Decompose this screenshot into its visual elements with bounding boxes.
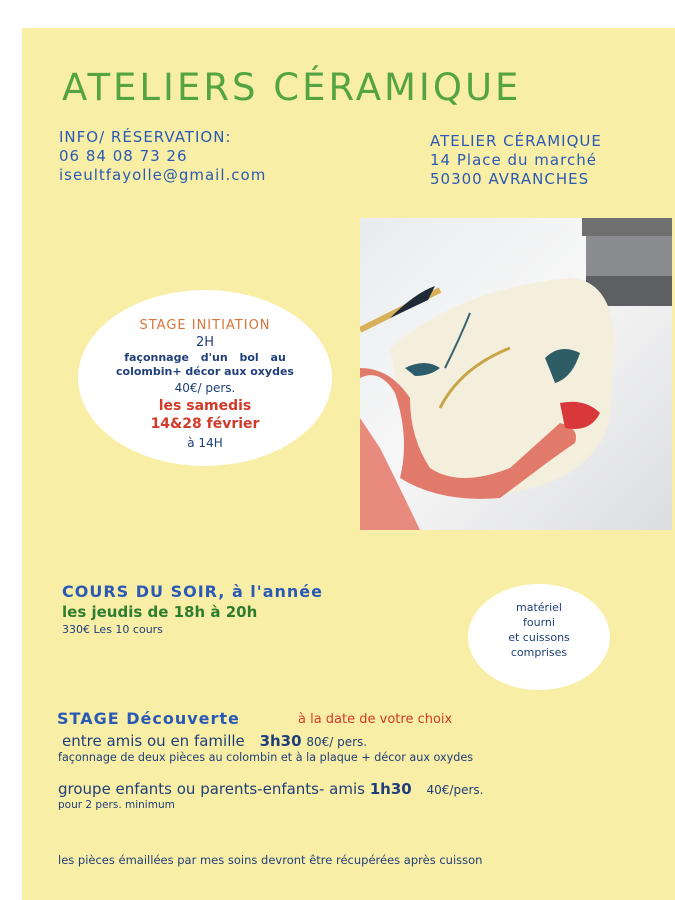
stage-decouverte-group-duration: 1h30 — [369, 780, 412, 798]
wheel-top — [582, 218, 672, 236]
cours-du-soir-schedule: les jeudis de 18h à 20h — [62, 603, 258, 621]
stage-decouverte-line1-text: entre amis ou en famille — [62, 732, 245, 750]
ceramic-bowl-illustration — [360, 218, 672, 530]
stage-decouverte-line1-price: 80€/ pers. — [306, 735, 368, 749]
stage-decouverte-line1-duration: 3h30 — [259, 732, 302, 750]
stage-initiation-time: à 14H — [187, 436, 223, 450]
page-title: ATELIERS CÉRAMIQUE — [62, 66, 522, 109]
cours-du-soir-price: 330€ Les 10 cours — [62, 623, 163, 636]
stage-initiation-bubble — [78, 290, 332, 466]
stage-decouverte-group-text: groupe enfants ou parents-enfants- amis — [58, 780, 365, 798]
ceramic-bowl-photo — [360, 218, 672, 530]
info-heading: INFO/ RÉSERVATION: — [59, 128, 232, 146]
address-block — [430, 132, 602, 189]
stage-initiation-heading: STAGE INITIATION — [139, 318, 271, 333]
stage-decouverte-line2: façonnage de deux pièces au colombin et à la plaque + décor aux oxydes — [58, 751, 474, 764]
stage-initiation-price: 40€/ pers. — [174, 381, 236, 395]
materiel-text — [468, 600, 610, 660]
stage-decouverte-note: à la date de votre choix — [298, 712, 453, 727]
brush-tip — [390, 286, 435, 318]
address-city: 50300 AVRANCHES — [430, 170, 590, 188]
stage-initiation-days-1: les samedis — [158, 398, 252, 414]
materiel-line-1: matériel — [516, 601, 562, 614]
info-phone: 06 84 08 73 26 — [59, 147, 188, 165]
materiel-line-4: comprises — [510, 646, 568, 659]
stage-initiation-days-2: 14&28 février — [150, 416, 260, 432]
info-block — [59, 128, 266, 185]
materiel-line-3: et cuissons — [508, 631, 570, 644]
stage-decouverte-line1 — [62, 732, 367, 750]
stage-decouverte-heading: STAGE Découverte — [57, 709, 240, 728]
stage-decouverte-group — [58, 780, 483, 798]
wheel-side — [586, 236, 672, 276]
materiel-line-2: fourni — [523, 616, 555, 629]
stage-initiation-description-2: colombin+ décor aux oxydes — [116, 365, 294, 378]
address-street: 14 Place du marché — [430, 151, 597, 169]
stage-decouverte-group-price: 40€/pers. — [426, 783, 484, 797]
cours-du-soir-heading: COURS DU SOIR, à l'année — [62, 582, 323, 601]
footer-note: les pièces émaillées par mes soins devront être récupérées après cuisson — [58, 853, 483, 867]
stage-decouverte-minimum: pour 2 pers. minimum — [58, 799, 175, 811]
stage-initiation-description-1: façonnage d'un bol au — [124, 351, 286, 364]
stage-initiation-duration: 2H — [195, 335, 215, 350]
materiel-bubble — [468, 584, 610, 690]
poster — [22, 28, 675, 900]
info-email: iseultfayolle@gmail.com — [59, 166, 267, 184]
address-name: ATELIER CÉRAMIQUE — [430, 132, 602, 150]
